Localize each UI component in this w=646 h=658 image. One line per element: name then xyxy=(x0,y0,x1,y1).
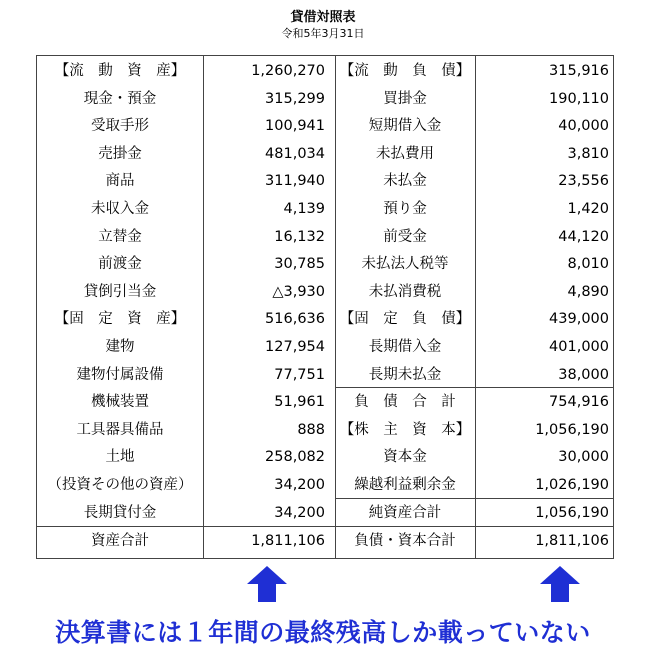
asset-value: 16,132 xyxy=(274,228,325,245)
up-arrow-icon xyxy=(540,566,580,602)
asset-label: 未収入金 xyxy=(91,201,149,217)
liability-label: 前受金 xyxy=(383,228,427,245)
liability-label: 【固 定 負 債】 xyxy=(339,311,471,328)
asset-label: 【固 定 資 産】 xyxy=(54,311,186,328)
liability-label: 長期借入金 xyxy=(368,339,442,355)
asset-value: 34,200 xyxy=(274,504,325,521)
asset-label: 売掛金 xyxy=(98,145,142,162)
asset-value: 100,941 xyxy=(265,118,325,135)
asset-label: （投資その他の資産） xyxy=(47,477,193,493)
asset-label: 商品 xyxy=(105,173,135,190)
liability-label: 短期借入金 xyxy=(368,118,442,135)
liability-value: 401,000 xyxy=(549,339,609,355)
liability-value: 40,000 xyxy=(558,118,609,135)
asset-label: 建物 xyxy=(105,339,135,355)
liability-value: 38,000 xyxy=(558,366,609,383)
asset-label: 前渡金 xyxy=(98,256,142,273)
asset-label: 現金・預金 xyxy=(83,90,157,107)
liability-value: 315,916 xyxy=(549,63,609,79)
liability-label: 未払法人税等 xyxy=(361,256,449,273)
asset-value: 258,082 xyxy=(265,449,325,466)
liability-value: 23,556 xyxy=(558,173,609,190)
liability-label: 買掛金 xyxy=(383,90,427,107)
asset-label: 建物付属設備 xyxy=(76,366,164,383)
asset-label: 立替金 xyxy=(98,228,142,245)
liability-label: 資本金 xyxy=(383,449,427,466)
liability-label: 未払費用 xyxy=(376,145,434,162)
liability-value: 8,010 xyxy=(567,256,609,273)
liability-value: 1,056,190 xyxy=(535,504,609,521)
liability-label: 【流 動 負 債】 xyxy=(339,63,471,79)
liability-value: 1,056,190 xyxy=(535,421,609,438)
liability-value: 754,916 xyxy=(549,394,609,411)
liability-label: 未払金 xyxy=(383,173,427,190)
document-date: 令和5年3月31日 xyxy=(281,27,365,40)
asset-value: △3,930 xyxy=(272,283,325,300)
asset-value: 516,636 xyxy=(265,311,325,328)
asset-value: 4,139 xyxy=(283,201,325,217)
liability-label: 未払消費税 xyxy=(368,283,442,300)
asset-value: 127,954 xyxy=(265,339,325,355)
liability-value: 1,026,190 xyxy=(535,477,609,493)
asset-value: 51,961 xyxy=(274,394,325,411)
up-arrow-icon xyxy=(247,566,287,602)
liability-value: 3,810 xyxy=(567,145,609,162)
liabilities-equity-total-label: 負債・資本合計 xyxy=(354,533,456,549)
liability-value: 30,000 xyxy=(558,449,609,466)
liability-label: 長期未払金 xyxy=(368,366,442,383)
liability-value: 1,420 xyxy=(567,201,609,217)
assets-total-label: 資産合計 xyxy=(91,533,149,549)
liabilities-equity-total-value: 1,811,106 xyxy=(535,533,609,549)
asset-value: 311,940 xyxy=(265,173,325,190)
caption-text: 決算書には１年間の最終残高しか載っていない xyxy=(55,618,591,647)
liability-value: 190,110 xyxy=(549,90,609,107)
liability-label: 繰越利益剰余金 xyxy=(354,477,456,493)
asset-value: 1,260,270 xyxy=(251,63,325,79)
asset-value: 34,200 xyxy=(274,477,325,493)
liability-label: 負 債 合 計 xyxy=(354,394,456,411)
asset-label: 土地 xyxy=(105,449,135,466)
asset-label: 長期貸付金 xyxy=(83,504,157,521)
liability-value: 439,000 xyxy=(549,311,609,328)
liability-label: 純資産合計 xyxy=(368,504,442,521)
asset-value: 888 xyxy=(297,421,325,438)
asset-label: 受取手形 xyxy=(91,118,149,135)
assets-total-value: 1,811,106 xyxy=(251,533,325,549)
liability-value: 4,890 xyxy=(567,283,609,300)
asset-label: 工具器具備品 xyxy=(76,421,164,438)
document-title: 貸借対照表 xyxy=(290,10,356,25)
liability-label: 預り金 xyxy=(383,201,427,217)
asset-label: 機械装置 xyxy=(91,394,149,411)
asset-label: 貸倒引当金 xyxy=(83,283,157,300)
balance-sheet-table xyxy=(36,55,614,559)
asset-value: 315,299 xyxy=(265,90,325,107)
asset-value: 30,785 xyxy=(274,256,325,273)
liability-label: 【株 主 資 本】 xyxy=(339,421,471,438)
asset-value: 77,751 xyxy=(274,366,325,383)
asset-value: 481,034 xyxy=(265,145,325,162)
liability-value: 44,120 xyxy=(558,228,609,245)
asset-label: 【流 動 資 産】 xyxy=(54,63,186,79)
